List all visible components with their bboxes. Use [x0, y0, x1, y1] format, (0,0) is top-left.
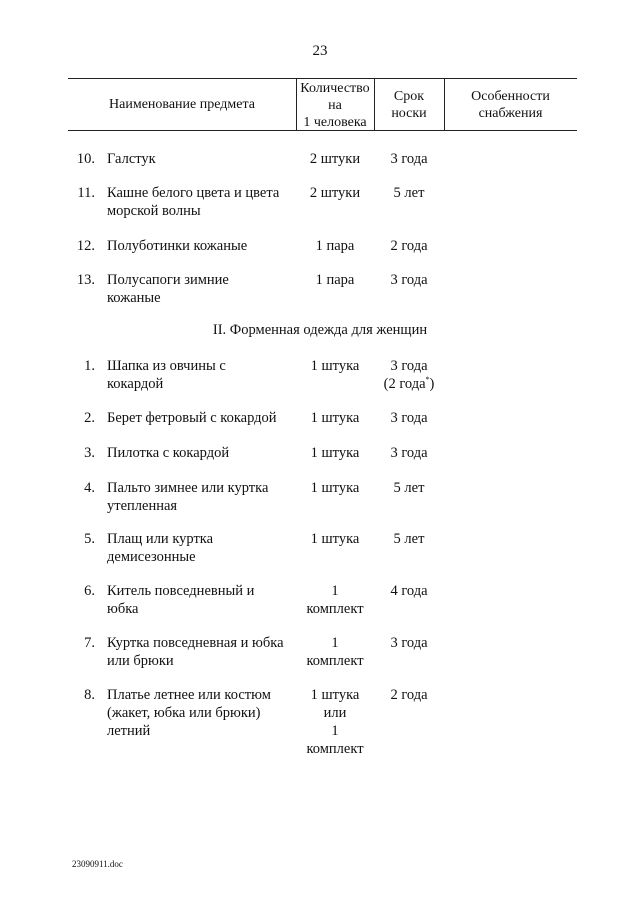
row-term	[364, 271, 454, 289]
row-quantity-line: комплект	[306, 741, 364, 757]
row-number: 10.	[76, 151, 95, 167]
row-name	[107, 409, 299, 427]
row-number: 6.	[84, 583, 95, 599]
row-term-line: 5 лет	[393, 185, 425, 201]
row-term-line	[364, 375, 454, 393]
row-term	[364, 237, 454, 255]
row-quantity	[296, 479, 374, 497]
row-name	[107, 444, 299, 462]
row-name	[107, 271, 299, 307]
row-name	[107, 582, 299, 618]
row-name-line: Галстук	[107, 151, 156, 167]
row-term-line: 2 года	[390, 238, 428, 254]
row-name-line: Полуботинки кожаные	[107, 238, 248, 254]
row-term-line: 3 года	[390, 410, 428, 426]
row-term-line: 4 года	[390, 583, 428, 599]
row-name	[107, 686, 299, 740]
header-quantity-line: 1 человека	[303, 115, 367, 130]
row-quantity-line: 1 штука	[310, 480, 360, 496]
row-number: 11.	[77, 185, 95, 201]
row-name-line: Полусапоги зимние	[107, 272, 229, 288]
row-term	[364, 357, 454, 393]
row-name-line: Шапка из овчины с	[107, 358, 226, 374]
row-number: 12.	[76, 238, 95, 254]
header-term-line: носки	[391, 106, 427, 121]
row-name-line: утепленная	[107, 498, 178, 514]
row-name	[107, 150, 299, 168]
row-number: 3.	[84, 445, 95, 461]
row-name-line: Куртка повседневная и юбка	[107, 635, 284, 651]
header-term	[374, 88, 444, 122]
row-number: 4.	[84, 480, 95, 496]
row-name	[107, 634, 299, 670]
row-quantity	[296, 357, 374, 375]
row-quantity	[296, 150, 374, 168]
header-features	[444, 88, 577, 122]
row-term-alt: (2 года	[383, 376, 426, 392]
row-name-line: Плащ или куртка	[107, 531, 214, 547]
row-term-line: 3 года	[390, 445, 428, 461]
row-quantity-line: или	[323, 705, 347, 721]
row-quantity-line: комплект	[306, 601, 364, 617]
header-rule-top	[68, 78, 577, 79]
row-term	[364, 184, 454, 202]
row-name-line: или брюки	[107, 653, 174, 669]
row-name-line: Платье летнее или костюм	[107, 687, 271, 703]
header-term-line: Срок	[393, 89, 425, 104]
row-term	[364, 530, 454, 548]
row-term-line: 5 лет	[393, 531, 425, 547]
header-quantity-line: на	[328, 98, 342, 113]
footnote-asterisk: *	[425, 375, 430, 385]
row-quantity	[296, 686, 374, 758]
row-name	[107, 357, 299, 393]
row-name-line: (жакет, юбка или брюки)	[107, 705, 261, 721]
row-number: 5.	[84, 531, 95, 547]
row-name-line: Китель повседневный и	[107, 583, 255, 599]
row-quantity-line: 1 пара	[315, 272, 355, 288]
row-quantity-line: 1 штука	[310, 358, 360, 374]
row-name	[107, 237, 299, 255]
row-quantity-line: 1	[331, 635, 339, 651]
row-quantity	[296, 530, 374, 548]
header-name: Наименование предмета	[109, 97, 255, 112]
row-name-line: Кашне белого цвета и цвета	[107, 185, 280, 201]
row-name-line: демисезонные	[107, 549, 196, 565]
row-quantity-line: 1 штука	[310, 410, 360, 426]
header-quantity	[296, 80, 374, 131]
row-name	[107, 184, 299, 220]
row-quantity	[296, 271, 374, 289]
row-quantity-line: комплект	[306, 653, 364, 669]
row-quantity-line: 1	[331, 723, 339, 739]
row-term	[364, 444, 454, 462]
row-term-line: 3 года	[390, 635, 428, 651]
row-number: 8.	[84, 687, 95, 703]
section-title: II. Форменная одежда для женщин	[212, 322, 428, 338]
header-features-line: Особенности	[471, 89, 550, 104]
row-name-line: кокардой	[107, 376, 164, 392]
row-name	[107, 479, 299, 515]
row-quantity	[296, 184, 374, 202]
row-term-line: 5 лет	[393, 480, 425, 496]
row-term	[364, 409, 454, 427]
row-quantity	[296, 634, 374, 670]
row-term-line: 2 года	[390, 687, 428, 703]
row-quantity-line: 1 штука	[310, 445, 360, 461]
row-quantity-line: 2 штуки	[309, 151, 361, 167]
row-quantity-line: 1 пара	[315, 238, 355, 254]
page-number: 23	[312, 43, 328, 59]
row-term	[364, 686, 454, 704]
row-quantity-line: 2 штуки	[309, 185, 361, 201]
row-number: 1.	[84, 358, 95, 374]
row-term-close: )	[429, 376, 435, 392]
row-quantity-line: 1 штука	[310, 687, 360, 703]
row-name-line: кожаные	[107, 290, 161, 306]
row-number: 7.	[84, 635, 95, 651]
row-name	[107, 530, 299, 566]
row-term	[364, 150, 454, 168]
row-term-line: 3 года	[390, 358, 428, 374]
row-name-line: Берет фетровый с кокардой	[107, 410, 277, 426]
row-term-line: 3 года	[390, 151, 428, 167]
header-quantity-line: Количество	[300, 81, 370, 96]
row-quantity-line: 1 штука	[310, 531, 360, 547]
row-term	[364, 479, 454, 497]
row-quantity-line: 1	[331, 583, 339, 599]
row-quantity	[296, 237, 374, 255]
row-name-line: Пальто зимнее или куртка	[107, 480, 269, 496]
row-name-line: морской волны	[107, 203, 201, 219]
row-number: 2.	[84, 410, 95, 426]
row-term-line: 3 года	[390, 272, 428, 288]
row-name-line: юбка	[107, 601, 139, 617]
row-quantity	[296, 444, 374, 462]
row-term	[364, 582, 454, 600]
row-quantity	[296, 409, 374, 427]
row-term	[364, 634, 454, 652]
header-features-line: снабжения	[478, 106, 543, 121]
row-name-line: летний	[107, 723, 151, 739]
row-quantity	[296, 582, 374, 618]
row-name-line: Пилотка с кокардой	[107, 445, 230, 461]
row-number: 13.	[76, 272, 95, 288]
footer-filename: 23090911.doc	[72, 859, 123, 869]
